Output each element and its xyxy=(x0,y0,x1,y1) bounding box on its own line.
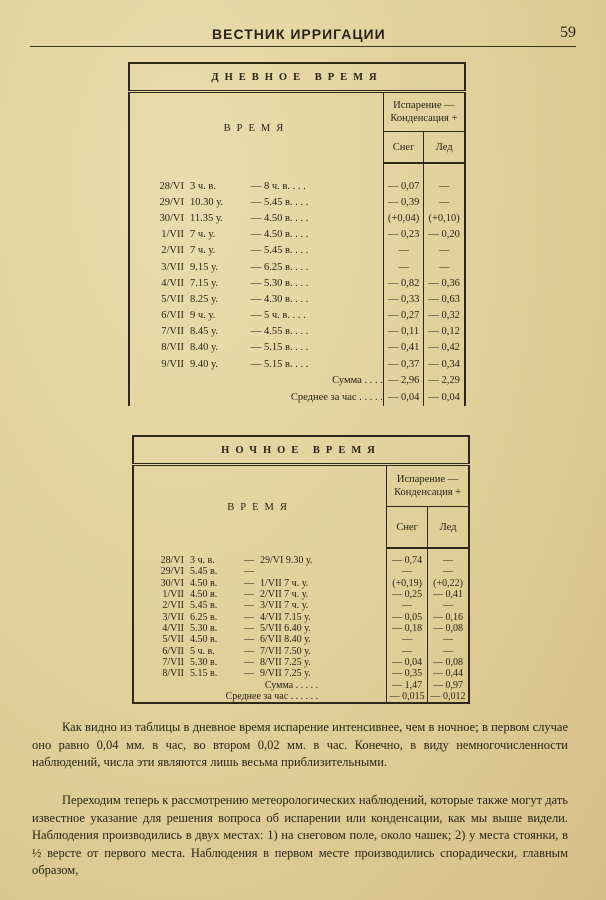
row-snow-value: — 0,35 xyxy=(387,668,428,679)
body-paragraph: Переходим теперь к рассмотрению метеорологических наблюдений, которые также могут дать известное указание для решения вопроса об испарении или конденсации, как мы выше видели. Наблюдения производились в двух местах: 1) на снеговом поле, около чашек; 2) у места стоянки, в ½ версте от первого места. Наблюдения в первом месте производились спорадически, главным образом, xyxy=(32,793,568,877)
sum-ice: — 0,97 xyxy=(433,679,464,691)
row-end-time: 5.15 в. . . . xyxy=(264,358,309,370)
table-row xyxy=(129,324,465,340)
table-row xyxy=(133,668,469,679)
row-dash: — xyxy=(244,611,254,623)
row-end-time: 5/VII 6.40 у. xyxy=(260,622,311,634)
row-start-time: 9.15 у. xyxy=(190,261,218,273)
table-row xyxy=(129,340,465,356)
page-header xyxy=(30,24,576,47)
row-dash: — xyxy=(250,196,262,208)
row-end-time: 5 ч. в. . . . xyxy=(264,310,306,322)
row-date: 3/VII xyxy=(162,611,184,623)
table-row xyxy=(129,291,465,307)
row-end-time: 4.55 в. . . . xyxy=(264,326,309,338)
row-end-time: 8/VII 7.25 у. xyxy=(260,656,311,668)
row-snow-value: — 0,23 xyxy=(383,227,424,243)
row-start-time: 5 ч. в. xyxy=(190,645,215,657)
row-start-time: 5.45 в. xyxy=(190,566,218,578)
row-ice-value: — 0,42 xyxy=(428,342,460,354)
row-end-time: 5.30 в. . . . xyxy=(264,277,309,289)
sum-label: Сумма . . . . xyxy=(129,372,383,389)
table-title: НОЧНОЕ ВРЕМЯ xyxy=(133,436,469,465)
row-date: 4/VII xyxy=(162,622,184,634)
row-dash: — xyxy=(250,358,262,370)
row-date: 29/VI xyxy=(160,566,184,578)
row-dash: — xyxy=(244,566,254,578)
table-row xyxy=(129,259,465,275)
row-date: 7/VII xyxy=(162,656,184,668)
row-dash: — xyxy=(244,555,254,567)
row-start-time: 5.30 в. xyxy=(190,622,218,634)
row-snow-value: — 0,27 xyxy=(383,308,424,324)
row-date: 1/VII xyxy=(161,229,184,241)
journal-title: ВЕСТНИК ИРРИГАЦИИ xyxy=(212,26,386,42)
row-dash: — xyxy=(250,245,262,257)
row-ice-value: — xyxy=(443,600,454,612)
row-end-time: 3/VII 7 ч. у. xyxy=(260,600,309,612)
column-header-time: ВРЕМЯ xyxy=(129,92,383,164)
row-snow-value: — xyxy=(383,259,424,275)
column-header-snow: Снег xyxy=(383,132,424,164)
table-title: ДНЕВНОЕ ВРЕМЯ xyxy=(129,63,465,92)
day-table xyxy=(128,62,466,406)
row-snow-value: — 0,05 xyxy=(387,611,428,622)
column-group-header: Испарение — Конденсация + xyxy=(387,465,469,507)
row-date: 2/VII xyxy=(162,600,184,612)
row-ice-value: — xyxy=(443,555,454,567)
table-row xyxy=(133,634,469,645)
row-dash: — xyxy=(244,668,254,680)
row-date: 2/VII xyxy=(161,245,184,257)
row-start-time: 7 ч. у. xyxy=(190,245,216,257)
table-row xyxy=(129,275,465,291)
row-date: 8/VII xyxy=(161,342,184,354)
row-dash: — xyxy=(250,180,262,192)
table-row xyxy=(133,600,469,611)
row-start-time: 7.15 у. xyxy=(190,277,218,289)
table-row xyxy=(133,657,469,668)
row-end-time: 6.25 в. . . . xyxy=(264,261,309,273)
table-row xyxy=(133,645,469,656)
sum-snow: — 2,96 xyxy=(383,372,424,389)
row-end-time: 8 ч. в. . . . xyxy=(264,180,306,192)
average-ice: — 0,04 xyxy=(428,392,460,404)
row-end-time xyxy=(260,566,356,577)
average-snow: — 0,015 xyxy=(387,691,428,704)
table-row xyxy=(133,623,469,634)
row-ice-value: — 0,16 xyxy=(433,611,464,623)
row-end-time: 4.50 в. . . . xyxy=(264,229,309,241)
row-ice-value: — 0,63 xyxy=(428,293,460,305)
row-dash: — xyxy=(244,622,254,634)
table-row xyxy=(129,210,465,226)
row-ice-value: — 0,34 xyxy=(428,358,460,370)
row-snow-value: — xyxy=(387,600,428,611)
row-snow-value: (+0,04) xyxy=(383,210,424,226)
row-date: 5/VII xyxy=(161,293,184,305)
row-snow-value: — 0,11 xyxy=(383,324,424,340)
row-snow-value: — 0,41 xyxy=(383,340,424,356)
table-row xyxy=(129,243,465,259)
row-end-time: 1/VII 7 ч. у. xyxy=(260,577,309,589)
row-ice-value: — 0,08 xyxy=(433,622,464,634)
column-header-ice: Лед xyxy=(424,132,465,164)
table-row xyxy=(133,578,469,589)
night-table xyxy=(132,435,470,704)
row-ice-value: — xyxy=(438,261,450,273)
row-snow-value: — 0,33 xyxy=(383,291,424,307)
row-start-time: 4.50 в. xyxy=(190,634,218,646)
table-row xyxy=(129,308,465,324)
row-snow-value: — 0,07 xyxy=(383,178,424,194)
row-start-time: 3 ч. в. xyxy=(190,180,216,192)
row-dash: — xyxy=(244,634,254,646)
row-dash: — xyxy=(250,310,262,322)
row-ice-value: — 0,41 xyxy=(433,589,464,601)
row-date: 6/VII xyxy=(161,310,184,322)
row-start-time: 8.45 у. xyxy=(190,326,218,338)
sum-snow: — 1,47 xyxy=(387,679,428,691)
table-row xyxy=(129,356,465,372)
row-dash: — xyxy=(244,656,254,668)
row-date: 4/VII xyxy=(161,277,184,289)
table-row xyxy=(129,227,465,243)
row-start-time: 3 ч. в. xyxy=(190,555,215,567)
row-snow-value: — xyxy=(387,566,428,577)
column-header-ice: Лед xyxy=(428,507,469,549)
row-ice-value: (+0,22) xyxy=(433,577,463,589)
table-row xyxy=(133,566,469,577)
row-dash: — xyxy=(250,342,262,354)
row-start-time: 4.50 в. xyxy=(190,577,218,589)
column-group-header: Испарение — Конденсация + xyxy=(383,92,465,132)
row-start-time: 10.30 у. xyxy=(190,196,224,208)
row-ice-value: — 0,44 xyxy=(433,668,464,680)
row-snow-value: — 0,74 xyxy=(387,555,428,566)
row-ice-value: — xyxy=(438,245,450,257)
row-ice-value: — xyxy=(443,634,454,646)
row-start-time: 6.25 в. xyxy=(190,611,218,623)
row-date: 3/VII xyxy=(161,261,184,273)
row-date: 1/VII xyxy=(162,589,184,601)
row-end-time: 5.45 в. . . . xyxy=(264,196,309,208)
row-dash: — xyxy=(250,212,262,224)
row-date: 9/VII xyxy=(161,358,184,370)
row-ice-value: — xyxy=(443,566,454,578)
row-end-time: 4.30 в. . . . xyxy=(264,293,309,305)
row-end-time: 6/VII 8.40 у. xyxy=(260,634,311,646)
row-ice-value: — 0,20 xyxy=(428,229,460,241)
row-start-time: 4.50 в. xyxy=(190,589,218,601)
row-date: 7/VII xyxy=(161,326,184,338)
row-end-time: 29/VI 9.30 у. xyxy=(260,555,313,567)
row-snow-value: — xyxy=(383,243,424,259)
row-start-time: 11.35 у. xyxy=(190,212,223,224)
row-start-time: 5.15 в. xyxy=(190,668,218,680)
row-start-time: 9.40 у. xyxy=(190,358,218,370)
average-ice: — 0,012 xyxy=(430,691,466,703)
column-header-snow: Снег xyxy=(387,507,428,549)
row-start-time: 5.30 в. xyxy=(190,656,218,668)
row-ice-value: — 0,36 xyxy=(428,277,460,289)
row-date: 30/VI xyxy=(159,212,184,224)
row-snow-value: — xyxy=(387,634,428,645)
body-paragraph: Как видно из таблицы в дневное время испарение интенсивнее, чем в ночное; в первом случае оно равно 0,04 мм. в час, во втором 0,02 мм. в час. Конечно, в виду немногочисленности наблюдений, числа эти являются лишь весьма приблизительными. xyxy=(32,720,568,769)
row-start-time: 5.45 в. xyxy=(190,600,218,612)
row-end-time: 9/VII 7.25 у. xyxy=(260,668,311,680)
row-dash: — xyxy=(250,326,262,338)
page-number: 59 xyxy=(560,24,576,41)
row-ice-value: — xyxy=(438,196,450,208)
table-row xyxy=(129,178,465,194)
row-start-time: 9 ч. у. xyxy=(190,310,216,322)
row-ice-value: — xyxy=(438,180,450,192)
row-date: 8/VII xyxy=(162,668,184,680)
row-ice-value: (+0,10) xyxy=(428,212,460,224)
row-date: 28/VI xyxy=(159,180,184,192)
row-start-time: 8.25 у. xyxy=(190,293,218,305)
row-start-time: 8.40 у. xyxy=(190,342,218,354)
average-label: Среднее за час . . . . . . xyxy=(133,691,387,704)
row-start-time: 7 ч. у. xyxy=(190,229,216,241)
row-date: 29/VI xyxy=(159,196,184,208)
row-date: 28/VI xyxy=(160,555,184,567)
row-snow-value: — 0,25 xyxy=(387,589,428,600)
row-ice-value: — 0,32 xyxy=(428,310,460,322)
table-row xyxy=(133,555,469,566)
row-date: 6/VII xyxy=(162,645,184,657)
row-snow-value: — 0,18 xyxy=(387,623,428,634)
row-ice-value: — 0,08 xyxy=(433,656,464,668)
average-snow: — 0,04 xyxy=(383,389,424,406)
row-ice-value: — xyxy=(443,645,454,657)
row-snow-value: (+0,19) xyxy=(387,578,428,589)
row-end-time: 4/VII 7.15 у. xyxy=(260,611,311,623)
table-row xyxy=(133,611,469,622)
average-label: Среднее за час . . . . . xyxy=(129,389,383,406)
row-snow-value: — xyxy=(387,645,428,656)
row-end-time: 5.45 в. . . . xyxy=(264,245,309,257)
row-dash: — xyxy=(244,589,254,601)
row-dash: — xyxy=(244,645,254,657)
row-snow-value: — 0,39 xyxy=(383,194,424,210)
row-dash: — xyxy=(250,293,262,305)
table-row xyxy=(133,589,469,600)
row-snow-value: — 0,37 xyxy=(383,356,424,372)
row-dash: — xyxy=(250,277,262,289)
row-end-time: 2/VII 7 ч. у. xyxy=(260,589,309,601)
sum-ice: — 2,29 xyxy=(428,375,460,387)
row-end-time: 5.15 в. . . . xyxy=(264,342,309,354)
column-header-time: ВРЕМЯ xyxy=(133,465,387,549)
row-end-time: 7/VII 7.50 у. xyxy=(260,645,311,657)
row-dash: — xyxy=(244,577,254,589)
row-snow-value: — 0,04 xyxy=(387,657,428,668)
row-ice-value: — 0,12 xyxy=(428,326,460,338)
row-snow-value: — 0,82 xyxy=(383,275,424,291)
row-dash: — xyxy=(244,600,254,612)
row-dash: — xyxy=(250,229,262,241)
row-date: 30/VI xyxy=(160,577,184,589)
row-end-time: 4.50 в. . . . xyxy=(264,212,309,224)
row-dash: — xyxy=(250,261,262,273)
row-date: 5/VII xyxy=(162,634,184,646)
table-row xyxy=(129,194,465,210)
sum-label: Сумма . . . . . xyxy=(133,679,387,691)
